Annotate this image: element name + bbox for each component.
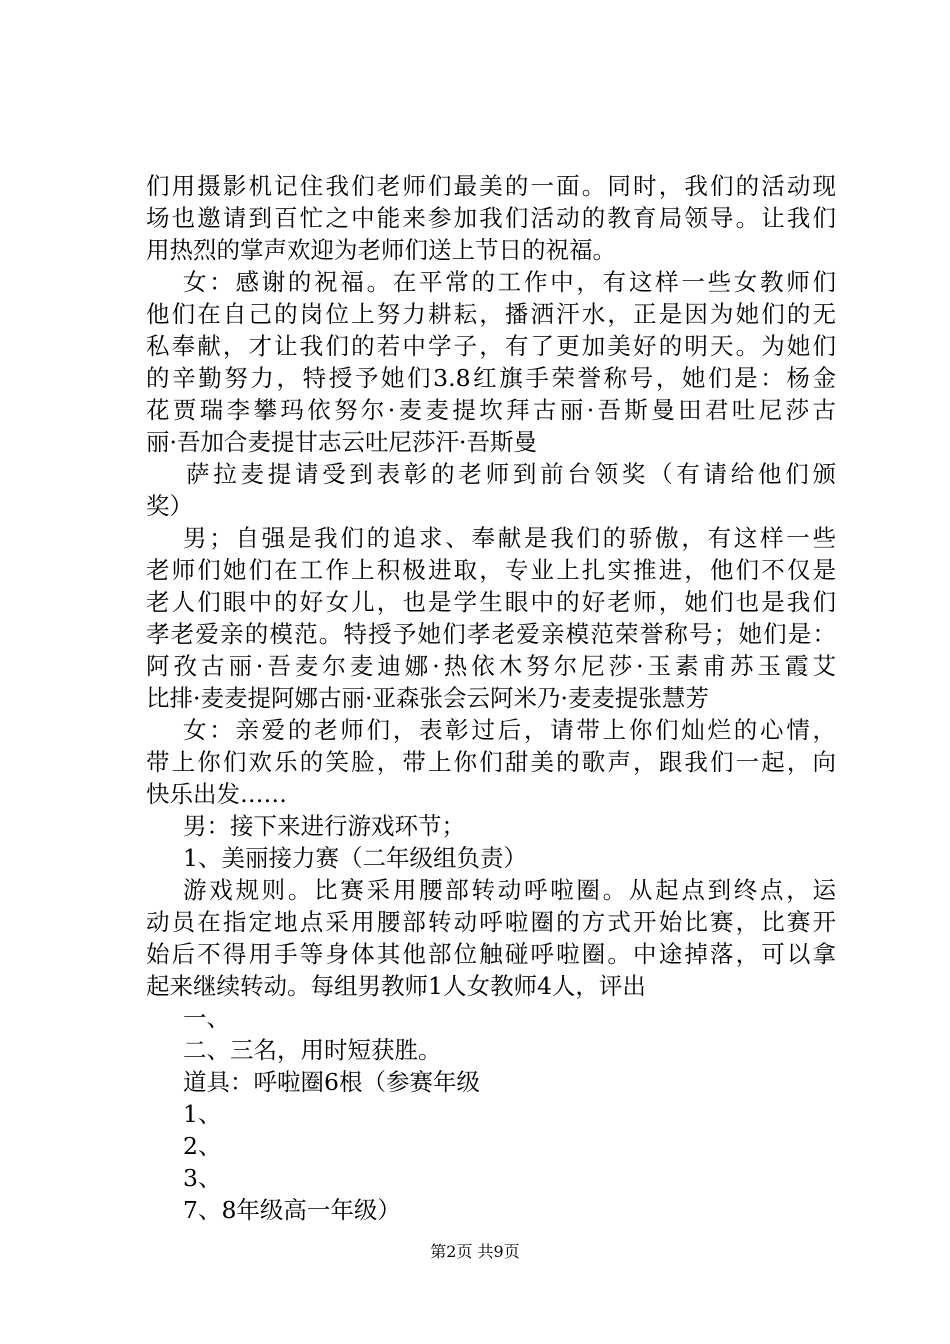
text-line: 1、 xyxy=(183,1100,222,1128)
text-line: 动员在指定地点采用腰部转动呼啦圈的方式开始比赛，比赛开 xyxy=(146,908,836,936)
text-line: 的辛勤努力，特授予她们3.8红旗手荣誉称号，她们是：杨金 xyxy=(146,364,836,392)
document-body xyxy=(146,170,836,1226)
text-line: 丽·吾加合麦提甘志云吐尼莎汗·吾斯曼 xyxy=(146,428,537,456)
text-line: 3、 xyxy=(183,1164,222,1192)
text-line: 游戏规则。比赛采用腰部转动呼啦圈。从起点到终点，运 xyxy=(183,876,836,904)
text-line: 花贾瑞李攀玛依努尔·麦麦提坎拜古丽·吾斯曼田君吐尼莎古 xyxy=(146,396,836,424)
text-line: 7、8年级高一年级） xyxy=(183,1196,401,1224)
text-line: 女：感谢的祝福。在平常的工作中，有这样一些女教师们 xyxy=(183,268,836,296)
text-line: 比排·麦麦提阿娜古丽·亚森张会云阿米乃·麦麦提张慧芳 xyxy=(146,684,709,712)
text-line: 二、三名，用时短获胜。 xyxy=(183,1036,442,1064)
page-number-footer: 第2页 共9页 xyxy=(430,1242,520,1261)
text-line: 2、 xyxy=(183,1132,222,1160)
text-line: 男；自强是我们的追求、奉献是我们的骄傲，有这样一些 xyxy=(183,524,836,552)
text-line: 带上你们欢乐的笑脸，带上你们甜美的歌声，跟我们一起，向 xyxy=(146,748,836,776)
text-line: 快乐出发…… xyxy=(146,780,287,808)
text-line: 始后不得用手等身体其他部位触碰呼啦圈。中途掉落，可以拿 xyxy=(146,940,836,968)
text-line: 1、美丽接力赛（二年级组负责） xyxy=(183,844,527,872)
text-line: 奖） xyxy=(146,492,193,520)
text-line: 孝老爱亲的模范。特授予她们孝老爱亲模范荣誉称号；她们是： xyxy=(146,620,836,648)
text-line: 女：亲爱的老师们，表彰过后，请带上你们灿烂的心情， xyxy=(183,716,836,744)
text-line: 们用摄影机记住我们老师们最美的一面。同时，我们的活动现 xyxy=(146,172,836,200)
text-line: 用热烈的掌声欢迎为老师们送上节日的祝福。 xyxy=(146,236,616,264)
text-line: 男：接下来进行游戏环节； xyxy=(183,812,465,840)
text-line: 老人们眼中的好女儿，也是学生眼中的好老师，她们也是我们 xyxy=(146,588,836,616)
text-line: 私奉献，才让我们的若中学子，有了更加美好的明天。为她们 xyxy=(146,332,836,360)
text-line: 他们在自己的岗位上努力耕耘，播洒汗水，正是因为她们的无 xyxy=(146,300,836,328)
text-line: 老师们她们在工作上积极进取，专业上扎实推进，他们不仅是 xyxy=(146,556,836,584)
text-line: 阿孜古丽·吾麦尔麦迪娜·热依木努尔尼莎·玉素甫苏玉霞艾 xyxy=(146,652,836,680)
text-line: 萨拉麦提请受到表彰的老师到前台领奖（有请给他们颁 xyxy=(186,460,836,488)
text-line: 起来继续转动。每组男教师1人女教师4人，评出 xyxy=(146,972,646,1000)
text-line: 一、 xyxy=(183,1004,230,1032)
text-line: 场也邀请到百忙之中能来参加我们活动的教育局领导。让我们 xyxy=(146,204,836,232)
text-line: 道具：呼啦圈6根（参赛年级 xyxy=(183,1068,480,1096)
